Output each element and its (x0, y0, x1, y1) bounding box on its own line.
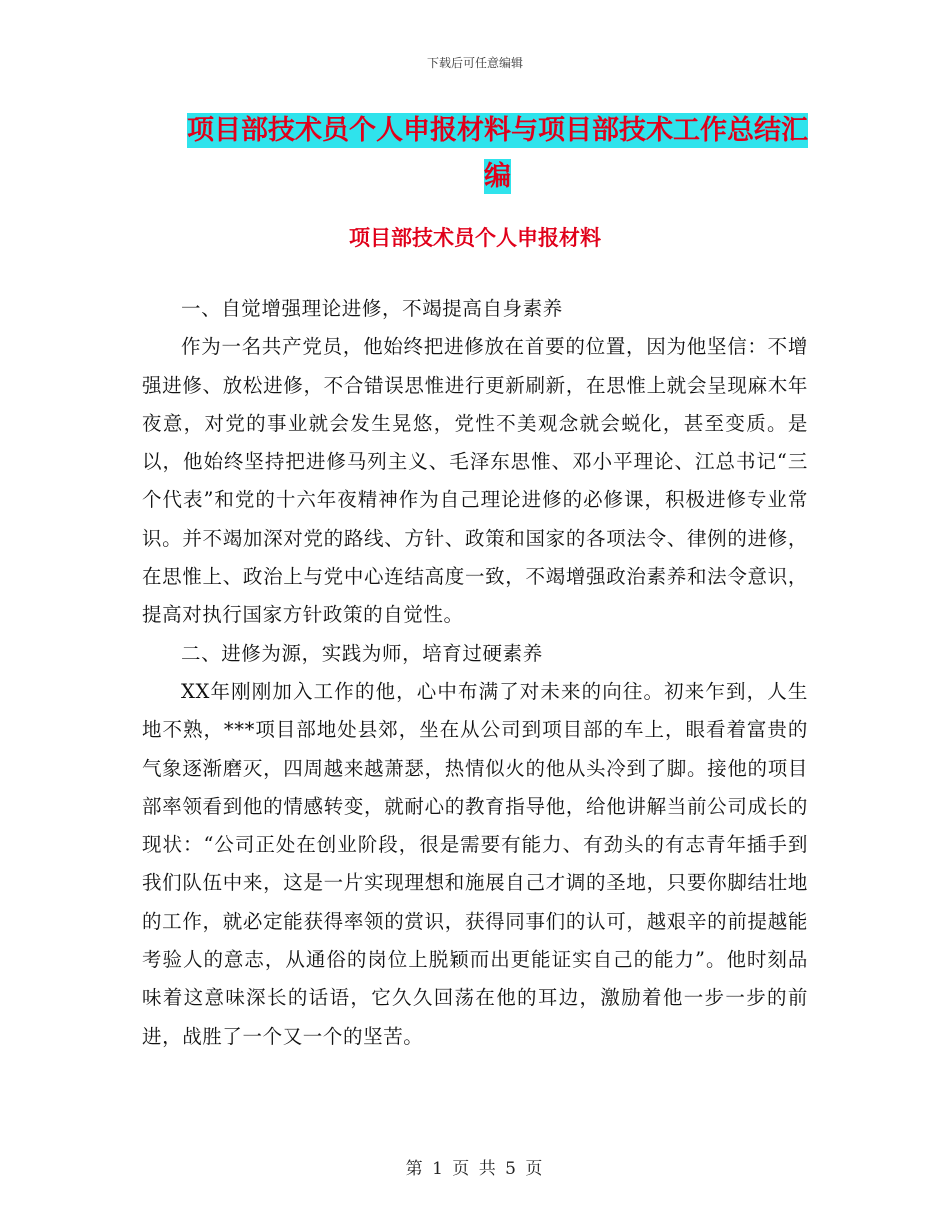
paragraph: 作为一名共产党员，他始终把进修放在首要的位置，因为他坚信：不增强进修、放松进修，不合错误思惟进行更新刷新，在思惟上就会呈现麻木年夜意，对党的事业就会发生晃悠，党性不美观念就会蜕化，甚至变质。是以，他始终坚持把进修马列主义、毛泽东思惟、邓小平理论、江总书记“三个代表”和党的十六年夜精神作为自己理论进修的必修课，积极进修专业常识。并不竭加深对党的路线、方针、政策和国家的各项法令、律例的进修，在思惟上、政治上与党中心连结高度一致，不竭增强政治素养和法令意识，提高对执行国家方针政策的自觉性。 (142, 335, 808, 627)
paragraph-heading-2: 二、进修为源，实践为师，培育过硬素养 (181, 641, 543, 665)
document-body (142, 290, 808, 1056)
page-header-note: 下载后可任意编辑 (426, 56, 523, 70)
paragraph-heading-1: 一、自觉增强理论进修，不竭提高自身素养 (181, 297, 563, 320)
page-number: 第 1 页 共 5 页 (405, 1159, 545, 1179)
document-title (185, 108, 810, 200)
paragraph: XX年刚刚加入工作的他，心中布满了对未来的向往。初来乍到，人生地不熟，***项目部地处县郊，坐在从公司到项目部的车上，眼看着富贵的气象逐渐磨灭，四周越来越萧瑟，热情似火的他从头冷到了脚。接他的项目部率领看到他的情感转变，就耐心的教育指导他，给他讲解当前公司成长的现状：“公司正处在创业阶段，很是需要有能力、有劲头的有志青年插手到我们队伍中来，这是一片实现理想和施展自己才调的圣地，只要你脚结壮地的工作，就必定能获得率领的赏识，获得同事们的认可，越艰辛的前提越能考验人的意志，从通俗的岗位上脱颖而出更能证实自己的能力”。他时刻品味着这意味深长的话语，它久久回荡在他的耳边，激励着他一步一步的前进，战胜了一个又一个的坚苦。 (142, 679, 808, 1048)
section-title: 项目部技术员个人申报材料 (349, 226, 601, 250)
document-title-line1: 项目部技术员个人申报材料与项目部技术工作总结汇 (187, 115, 808, 146)
document-title-line2: 编 (484, 161, 511, 192)
